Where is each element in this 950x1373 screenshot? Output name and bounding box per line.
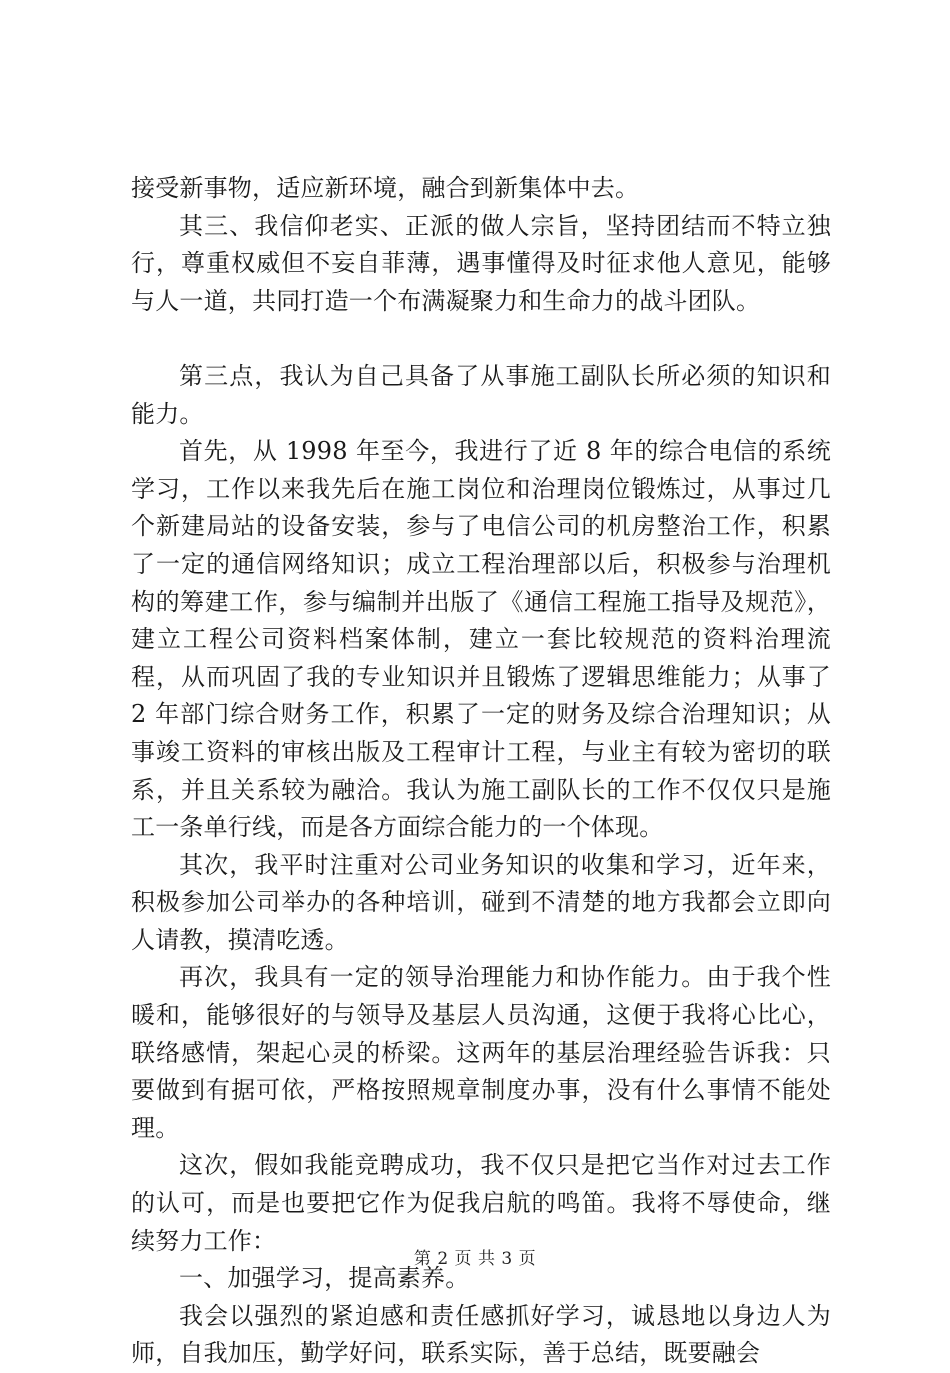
page-footer: 第 2 页 共 3 页	[413, 1249, 537, 1269]
document-body	[131, 170, 831, 1373]
section-heading-study: 一、加强学习，提高素养。	[179, 1264, 470, 1293]
paragraph-third-principle: 其三、我信仰老实、正派的做人宗旨，坚持团结而不特立独行，尊重权威但不妄自菲薄，遇事懂得及时征求他人意见，能够与人一道，共同打造一个布满凝聚力和生命力的战斗团队。	[131, 211, 831, 315]
paragraph-gap	[131, 320, 831, 358]
paragraph-thirdly: 再次，我具有一定的领导治理能力和协作能力。由于我个性暖和，能够很好的与领导及基层人员沟通，这便于我将心比心，联络感情，架起心灵的桥梁。这两年的基层治理经验告诉我：只要做到有据可依，严格按照规章制度办事，没有什么事情不能处理。	[131, 963, 831, 1142]
paragraph-third-point: 第三点，我认为自己具备了从事施工副队长所必须的知识和能力。	[131, 361, 831, 428]
paragraph-firstly: 首先，从 1998 年至今，我进行了近 8 年的综合电信的系统学习，工作以来我先后在施工岗位和治理岗位锻炼过，从事过几个新建局站的设备安装，参与了电信公司的机房整治工作，积累了一定的通信网络知识；成立工程治理部以后，积极参与治理机构的筹建工作，参与编制并出版了《通信工程施工指导及规范》，建立工程公司资料档案体制，建立一套比较规范的资料治理流程，从而巩固了我的专业知识并且锻炼了逻辑思维能力；从事了 2 年部门综合财务工作，积累了一定的财务及综合治理知识；从事竣工资料的审核出版及工程审计工程，与业主有较为密切的联系，并且关系较为融洽。我认为施工副队长的工作不仅仅只是施工一条单行线，而是各方面综合能力的一个体现。	[131, 437, 831, 842]
paragraph-this-time: 这次，假如我能竞聘成功，我不仅只是把它当作对过去工作的认可，而是也要把它作为促我启航的鸣笛。我将不辱使命，继续努力工作：	[131, 1151, 831, 1255]
paragraph-study: 我会以强烈的紧迫感和责任感抓好学习，诚恳地以身边人为师，自我加压，勤学好问，联系实际，善于总结，既要融会	[131, 1301, 831, 1368]
paragraph-secondly: 其次，我平时注重对公司业务知识的收集和学习，近年来，积极参加公司举办的各种培训，碰到不清楚的地方我都会立即向人请教，摸清吃透。	[131, 850, 831, 954]
paragraph-continuation: 接受新事物，适应新环境，融合到新集体中去。	[131, 174, 640, 202]
